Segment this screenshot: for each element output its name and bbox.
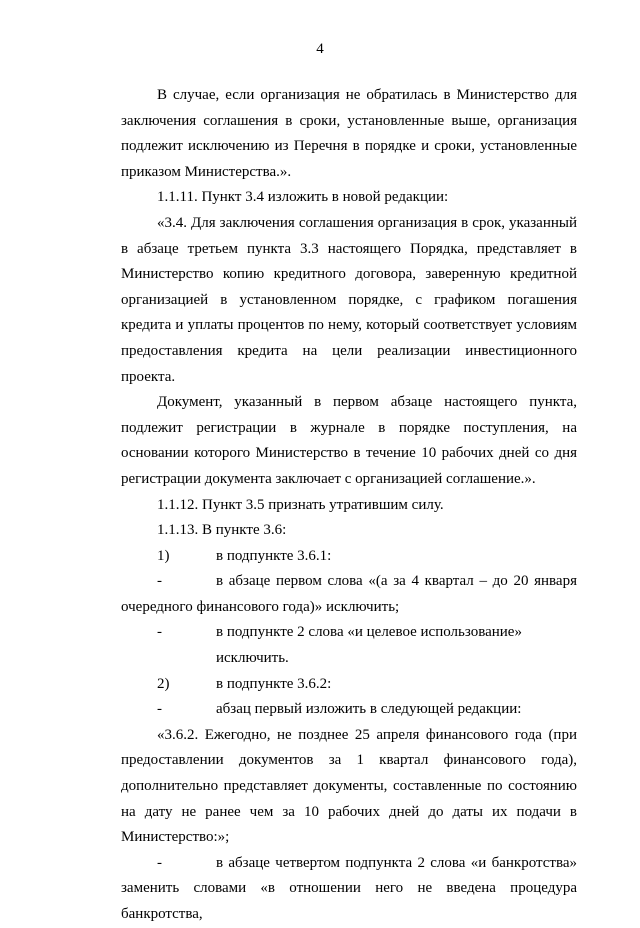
paragraph: Документ, указанный в первом абзаце настоящего пункта, подлежит регистрации в журнале в порядке поступления, на основании которого Министерство в течение 10 рабочих дней со дня регистрации документа заключает с организацией соглашение.». [121, 394, 577, 487]
list-item-text: в подпункте 3.6.2: [216, 675, 332, 692]
list-item-text: в абзаце первом слова «(а за 4 квартал – до 20 января очередного финансового года)» исключить; [121, 573, 577, 615]
page-number: 4 [316, 41, 324, 57]
list-marker: 2) [157, 675, 170, 692]
list-marker: - [157, 573, 162, 590]
list-item-text: абзац первый изложить в следующей редакции: [216, 701, 522, 718]
paragraph: 1.1.13. В пункте 3.6: [157, 522, 287, 539]
list-marker: - [157, 624, 162, 641]
paragraph: «3.6.2. Ежегодно, не позднее 25 апреля финансового года (при предоставлении документов за 1 квартал финансового года), дополнительно представляет документы, составленные по состоянию на дату не ранее чем за 10 рабочих дней до даты их подачи в Министерство:»; [121, 726, 577, 846]
list-item-text: в подпункте 2 слова «и целевое использование» исключить. [216, 624, 522, 667]
paragraph: 1.1.11. Пункт 3.4 изложить в новой редакции: [157, 189, 449, 206]
list-item [121, 620, 577, 671]
document-body [121, 83, 577, 928]
list-marker: - [157, 701, 162, 718]
paragraph: В случае, если организация не обратилась в Министерство для заключения соглашения в сроки, установленные выше, организация подлежит исключению из Перечня в порядке и сроки, установленные приказом Министерства.». [121, 87, 577, 180]
paragraph: 1.1.12. Пункт 3.5 признать утратившим силу. [157, 496, 444, 513]
list-item-text: в абзаце четвертом подпункта 2 слова «и банкротства» заменить словами «в отношении него не введена процедура банкротства, [121, 854, 577, 922]
list-item [121, 697, 577, 723]
list-marker: - [157, 854, 162, 871]
list-marker: 1) [157, 547, 170, 564]
list-item [121, 569, 577, 620]
list-item [121, 544, 577, 570]
list-item [121, 672, 577, 698]
list-item-text: в подпункте 3.6.1: [216, 547, 332, 564]
paragraph: «3.4. Для заключения соглашения организация в срок, указанный в абзаце третьем пункта 3.3 настоящего Порядка, представляет в Министерство копию кредитного договора, заверенную кредитной организацией в установленном порядке, с графиком погашения кредита и уплаты процентов по нему, который соответствует условиям предоставления кредита на цели реализации инвестиционного проекта. [121, 214, 577, 385]
list-item [121, 851, 577, 928]
